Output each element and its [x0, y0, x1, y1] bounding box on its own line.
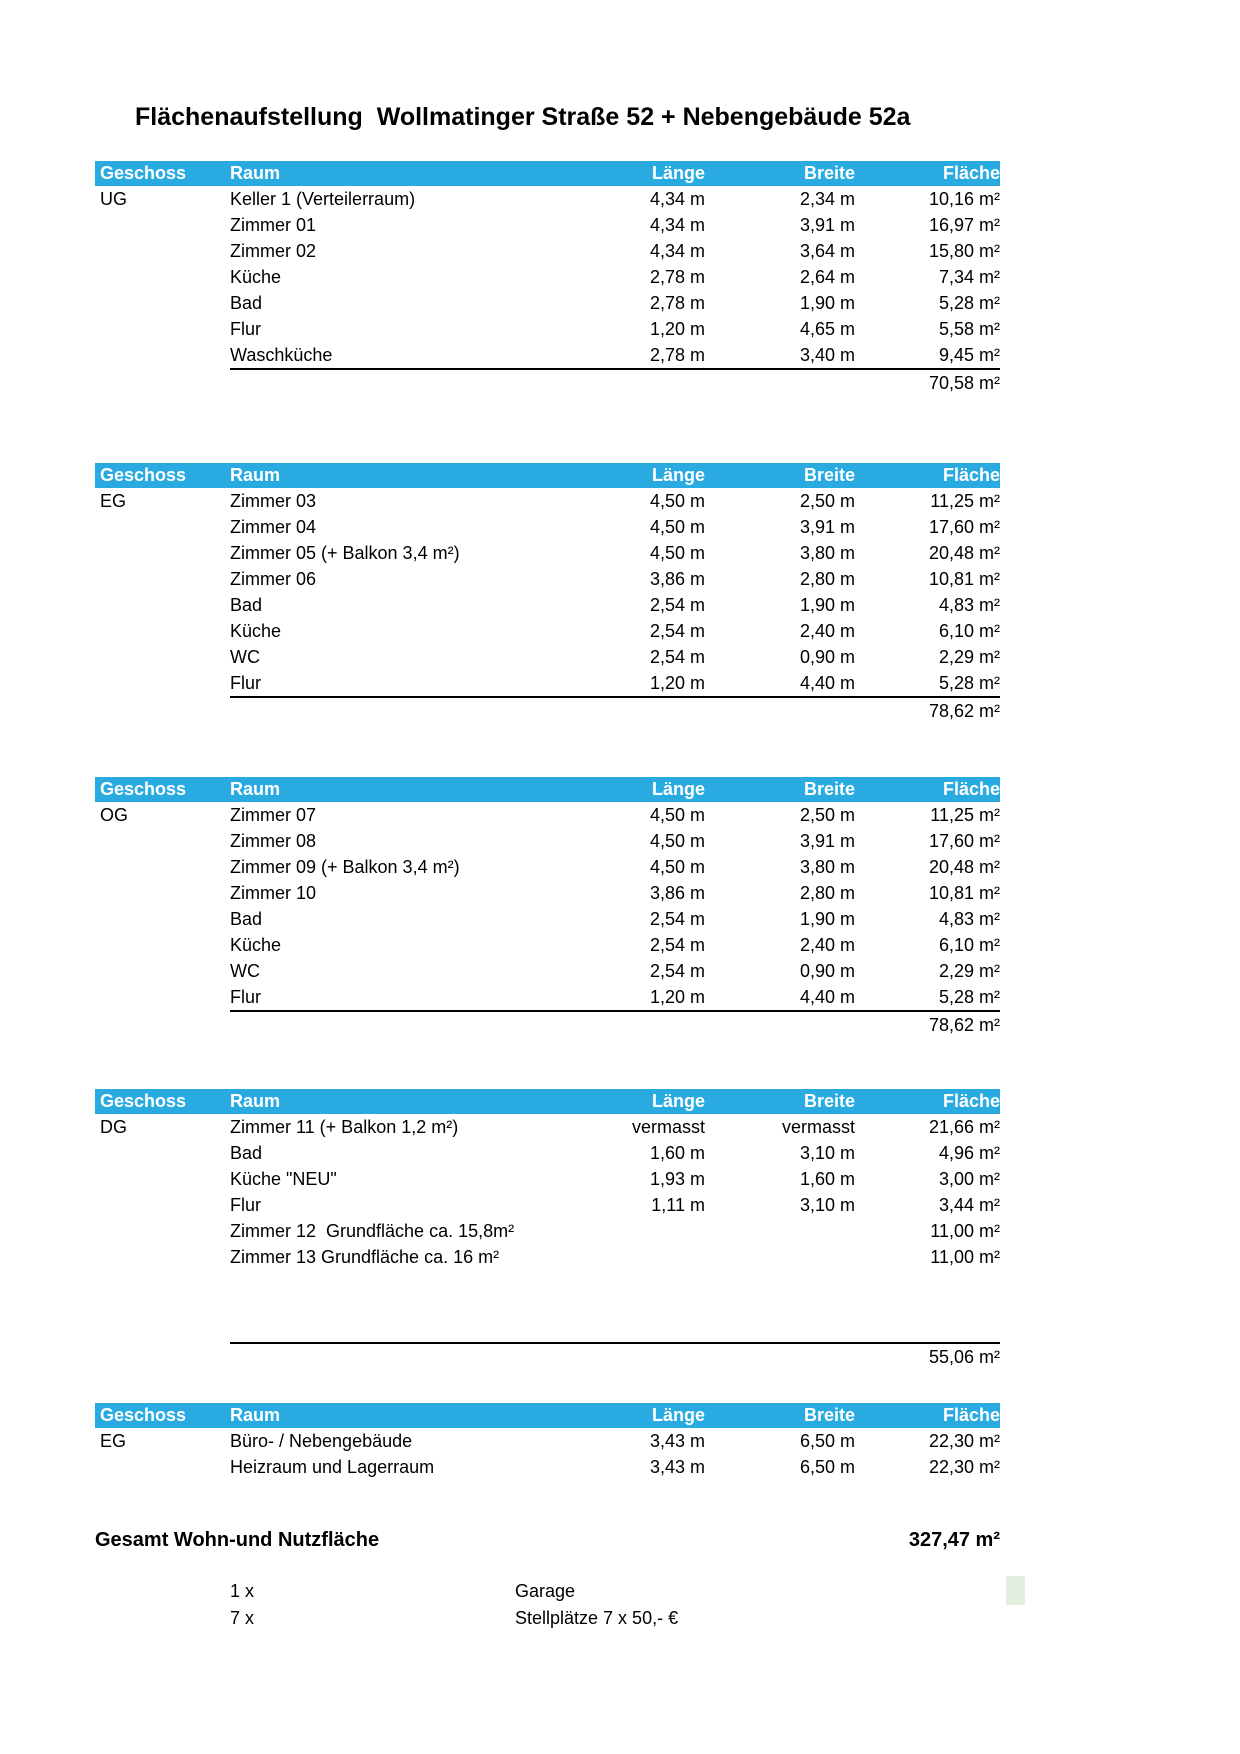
- cell-raum: Zimmer 13 Grundfläche ca. 16 m²: [230, 1246, 500, 1267]
- table-row: [95, 854, 1000, 880]
- table-row: [95, 802, 1000, 828]
- section-total-value: 78,62 m²: [928, 700, 1000, 721]
- floor-tables: [95, 161, 1000, 1480]
- column-header-flaeche: Fläche: [942, 465, 1000, 485]
- column-header-raum: Raum: [230, 465, 281, 485]
- cell-flaeche: 17,60 m²: [928, 516, 1000, 537]
- cell-raum: Zimmer 11 (+ Balkon 1,2 m²): [230, 1116, 459, 1137]
- cell-geschoss: OG: [100, 804, 129, 825]
- extra-count: 7 x: [230, 1608, 255, 1628]
- column-header-raum: Raum: [230, 1405, 281, 1425]
- cell-laenge: 2,78 m: [649, 266, 705, 287]
- table-row: [95, 828, 1000, 854]
- table-row: [95, 670, 1000, 696]
- cell-laenge: 1,20 m: [649, 672, 705, 693]
- grand-total-row: [95, 1528, 1000, 1552]
- cell-flaeche: 2,29 m²: [938, 646, 1000, 667]
- table-body: [95, 488, 1000, 696]
- section-total-value: 55,06 m²: [928, 1346, 1000, 1367]
- cell-laenge: 2,78 m: [649, 292, 705, 313]
- cell-flaeche: 10,81 m²: [928, 568, 1000, 589]
- floor-section: [95, 463, 1000, 724]
- cell-flaeche: 7,34 m²: [938, 266, 1000, 287]
- table-row: [95, 592, 1000, 618]
- cell-laenge: 4,50 m: [649, 830, 705, 851]
- cell-raum: Zimmer 03: [230, 490, 317, 511]
- column-header-breite: Breite: [803, 163, 855, 183]
- cell-breite: 6,50 m: [799, 1456, 855, 1477]
- cell-flaeche: 4,83 m²: [938, 908, 1000, 929]
- cell-raum: Zimmer 05 (+ Balkon 3,4 m²): [230, 542, 460, 563]
- cell-flaeche: 10,81 m²: [928, 882, 1000, 903]
- column-header-geschoss: Geschoss: [100, 1091, 187, 1111]
- section-total-value: 78,62 m²: [928, 1014, 1000, 1035]
- cell-raum: Zimmer 04: [230, 516, 317, 537]
- cell-flaeche: 22,30 m²: [928, 1456, 1000, 1477]
- column-header-laenge: Länge: [651, 1091, 705, 1111]
- cell-flaeche: 20,48 m²: [928, 856, 1000, 877]
- column-header-raum: Raum: [230, 1091, 281, 1111]
- cell-laenge: 2,54 m: [649, 594, 705, 615]
- cell-breite: 3,40 m: [799, 344, 855, 365]
- cell-breite: 3,80 m: [799, 542, 855, 563]
- cell-laenge: 4,34 m: [649, 240, 705, 261]
- cell-geschoss: DG: [100, 1116, 127, 1137]
- cell-breite: 2,64 m: [799, 266, 855, 287]
- column-header-geschoss: Geschoss: [100, 1405, 187, 1425]
- cell-laenge: 4,50 m: [649, 856, 705, 877]
- column-header-raum: Raum: [230, 163, 281, 183]
- cell-laenge: 1,93 m: [649, 1168, 705, 1189]
- extra-row-garage: [95, 1578, 1000, 1605]
- column-header-laenge: Länge: [651, 163, 705, 183]
- highlight-cell: [1006, 1576, 1025, 1605]
- cell-laenge: 2,54 m: [649, 620, 705, 641]
- cell-raum: Zimmer 10: [230, 882, 317, 903]
- column-header-geschoss: Geschoss: [100, 465, 187, 485]
- cell-flaeche: 21,66 m²: [928, 1116, 1000, 1137]
- table-row: [95, 342, 1000, 368]
- cell-breite: 4,40 m: [799, 986, 855, 1007]
- table-row: [95, 1166, 1000, 1192]
- extras-list: [95, 1578, 1000, 1632]
- cell-flaeche: 3,00 m²: [938, 1168, 1000, 1189]
- cell-raum: Flur: [230, 1194, 261, 1215]
- section-total-row: [95, 370, 1000, 396]
- column-header-breite: Breite: [803, 1091, 855, 1111]
- table-row: [95, 264, 1000, 290]
- cell-laenge: 2,54 m: [649, 934, 705, 955]
- floor-section: [95, 1403, 1000, 1480]
- table-row: [95, 1192, 1000, 1218]
- cell-breite: 2,80 m: [799, 568, 855, 589]
- cell-breite: 3,10 m: [799, 1142, 855, 1163]
- floor-section: [95, 1089, 1000, 1370]
- table-header-row: [95, 777, 1000, 802]
- column-header-flaeche: Fläche: [942, 1405, 1000, 1425]
- table-row: [95, 932, 1000, 958]
- table-header-row: [95, 1403, 1000, 1428]
- cell-flaeche: 20,48 m²: [928, 542, 1000, 563]
- cell-laenge: 4,34 m: [649, 188, 705, 209]
- cell-laenge: 1,20 m: [649, 318, 705, 339]
- table-body: [95, 1428, 1000, 1480]
- table-row: [95, 1244, 1000, 1270]
- cell-raum: Zimmer 09 (+ Balkon 3,4 m²): [230, 856, 460, 877]
- document-content: [95, 0, 1000, 1632]
- cell-laenge: 4,50 m: [649, 516, 705, 537]
- table-row: [95, 290, 1000, 316]
- cell-raum: Flur: [230, 986, 261, 1007]
- cell-breite: 2,40 m: [799, 934, 855, 955]
- cell-flaeche: 2,29 m²: [938, 960, 1000, 981]
- cell-flaeche: 15,80 m²: [928, 240, 1000, 261]
- column-header-flaeche: Fläche: [942, 1091, 1000, 1111]
- cell-laenge: 2,78 m: [649, 344, 705, 365]
- section-total-row: [95, 698, 1000, 724]
- table-row: [95, 540, 1000, 566]
- cell-breite: 1,90 m: [799, 292, 855, 313]
- cell-raum: Küche: [230, 934, 282, 955]
- cell-laenge: 1,20 m: [649, 986, 705, 1007]
- table-row: [95, 1140, 1000, 1166]
- cell-breite: 0,90 m: [799, 646, 855, 667]
- cell-raum: Heizraum und Lagerraum: [230, 1456, 435, 1477]
- column-header-raum: Raum: [230, 779, 281, 799]
- cell-raum: WC: [230, 960, 260, 981]
- cell-raum: Küche "NEU": [230, 1168, 337, 1189]
- section-total-value: 70,58 m²: [928, 372, 1000, 393]
- floor-section: [95, 161, 1000, 396]
- cell-breite: 2,80 m: [799, 882, 855, 903]
- cell-breite: 1,90 m: [799, 908, 855, 929]
- cell-breite: 1,90 m: [799, 594, 855, 615]
- cell-flaeche: 3,44 m²: [938, 1194, 1000, 1215]
- cell-raum: Bad: [230, 1142, 263, 1163]
- table-row: [95, 958, 1000, 984]
- extra-row-stellplaetze: [95, 1605, 1000, 1632]
- table-body: [95, 1114, 1000, 1270]
- grand-total-label: Gesamt Wohn-und Nutzfläche: [95, 1528, 380, 1551]
- cell-raum: WC: [230, 646, 260, 667]
- column-header-breite: Breite: [803, 779, 855, 799]
- table-row: [95, 1454, 1000, 1480]
- cell-laenge: 2,54 m: [649, 960, 705, 981]
- cell-laenge: 3,43 m: [649, 1430, 705, 1451]
- column-header-laenge: Länge: [651, 1405, 705, 1425]
- cell-laenge: 1,11 m: [651, 1194, 705, 1215]
- cell-raum: Zimmer 06: [230, 568, 317, 589]
- cell-flaeche: 22,30 m²: [928, 1430, 1000, 1451]
- cell-raum: Keller 1 (Verteilerraum): [230, 188, 416, 209]
- table-header-row: [95, 161, 1000, 186]
- table-row: [95, 880, 1000, 906]
- cell-flaeche: 16,97 m²: [928, 214, 1000, 235]
- column-header-flaeche: Fläche: [942, 163, 1000, 183]
- cell-laenge: 3,43 m: [649, 1456, 705, 1477]
- cell-flaeche: 5,58 m²: [938, 318, 1000, 339]
- cell-breite: 0,90 m: [799, 960, 855, 981]
- extra-item: Stellplätze 7 x 50,- €: [515, 1608, 679, 1628]
- cell-raum: Zimmer 01: [230, 214, 317, 235]
- cell-breite: 3,91 m: [799, 830, 855, 851]
- cell-breite: 3,91 m: [799, 516, 855, 537]
- table-header-row: [95, 463, 1000, 488]
- cell-breite: 2,50 m: [799, 490, 855, 511]
- cell-breite: 4,40 m: [799, 672, 855, 693]
- column-header-laenge: Länge: [651, 779, 705, 799]
- table-row: [95, 1428, 1000, 1454]
- table-row: [95, 514, 1000, 540]
- column-header-breite: Breite: [803, 465, 855, 485]
- cell-breite: 3,10 m: [799, 1194, 855, 1215]
- cell-raum: Waschküche: [230, 344, 333, 365]
- cell-flaeche: 11,25 m²: [930, 804, 1000, 825]
- table-row: [95, 644, 1000, 670]
- cell-flaeche: 11,25 m²: [930, 490, 1000, 511]
- cell-flaeche: 5,28 m²: [938, 292, 1000, 313]
- page-title: Flächenaufstellung Wollmatinger Straße 52 + Nebengebäude 52a: [135, 103, 911, 131]
- table-header-row: [95, 1089, 1000, 1114]
- cell-laenge: vermasst: [631, 1116, 705, 1137]
- table-row: [95, 488, 1000, 514]
- cell-laenge: 4,34 m: [649, 214, 705, 235]
- table-row: [95, 566, 1000, 592]
- table-row: [95, 1114, 1000, 1140]
- column-header-geschoss: Geschoss: [100, 163, 187, 183]
- cell-laenge: 4,50 m: [649, 490, 705, 511]
- column-header-geschoss: Geschoss: [100, 779, 187, 799]
- cell-laenge: 4,50 m: [649, 804, 705, 825]
- cell-breite: 4,65 m: [799, 318, 855, 339]
- floor-section: [95, 777, 1000, 1038]
- cell-laenge: 3,86 m: [649, 568, 705, 589]
- cell-raum: Flur: [230, 318, 261, 339]
- cell-raum: Zimmer 07: [230, 804, 317, 825]
- table-row: [95, 316, 1000, 342]
- cell-raum: Küche: [230, 620, 282, 641]
- cell-laenge: 1,60 m: [649, 1142, 705, 1163]
- cell-breite: vermasst: [781, 1116, 855, 1137]
- cell-flaeche: 9,45 m²: [938, 344, 1000, 365]
- cell-laenge: 4,50 m: [649, 542, 705, 563]
- cell-breite: 6,50 m: [799, 1430, 855, 1451]
- cell-geschoss: UG: [100, 188, 127, 209]
- cell-raum: Zimmer 02: [230, 240, 317, 261]
- cell-breite: 1,60 m: [799, 1168, 855, 1189]
- table-row: [95, 1218, 1000, 1244]
- cell-flaeche: 17,60 m²: [928, 830, 1000, 851]
- table-row: [95, 212, 1000, 238]
- table-row: [95, 238, 1000, 264]
- cell-breite: 3,64 m: [799, 240, 855, 261]
- cell-flaeche: 11,00 m²: [930, 1220, 1000, 1241]
- cell-raum: Bad: [230, 908, 263, 929]
- table-row: [95, 186, 1000, 212]
- cell-raum: Zimmer 12 Grundfläche ca. 15,8m²: [230, 1220, 515, 1241]
- cell-laenge: 2,54 m: [649, 646, 705, 667]
- table-row: [95, 906, 1000, 932]
- cell-laenge: 2,54 m: [649, 908, 705, 929]
- cell-flaeche: 6,10 m²: [938, 934, 1000, 955]
- blank-space: [95, 1270, 1000, 1342]
- cell-flaeche: 10,16 m²: [928, 188, 1000, 209]
- cell-flaeche: 4,96 m²: [938, 1142, 1000, 1163]
- table-body: [95, 186, 1000, 368]
- column-header-laenge: Länge: [651, 465, 705, 485]
- cell-breite: 2,34 m: [799, 188, 855, 209]
- cell-flaeche: 5,28 m²: [938, 672, 1000, 693]
- cell-laenge: 3,86 m: [649, 882, 705, 903]
- cell-breite: 3,80 m: [799, 856, 855, 877]
- extra-item: Garage: [515, 1581, 576, 1601]
- cell-flaeche: 5,28 m²: [938, 986, 1000, 1007]
- section-total-row: [95, 1344, 1000, 1370]
- table-row: [95, 984, 1000, 1010]
- column-header-breite: Breite: [803, 1405, 855, 1425]
- cell-raum: Bad: [230, 292, 263, 313]
- column-header-flaeche: Fläche: [942, 779, 1000, 799]
- cell-geschoss: EG: [100, 1430, 127, 1451]
- table-body: [95, 802, 1000, 1010]
- cell-flaeche: 6,10 m²: [938, 620, 1000, 641]
- cell-raum: Zimmer 08: [230, 830, 317, 851]
- cell-breite: 2,50 m: [799, 804, 855, 825]
- cell-breite: 2,40 m: [799, 620, 855, 641]
- cell-flaeche: 11,00 m²: [930, 1246, 1000, 1267]
- cell-raum: Flur: [230, 672, 261, 693]
- section-total-row: [95, 1012, 1000, 1038]
- cell-flaeche: 4,83 m²: [938, 594, 1000, 615]
- table-row: [95, 618, 1000, 644]
- cell-raum: Büro- / Nebengebäude: [230, 1430, 413, 1451]
- extra-count: 1 x: [230, 1581, 255, 1601]
- grand-total-value: 327,47 m²: [908, 1528, 1000, 1551]
- cell-breite: 3,91 m: [799, 214, 855, 235]
- cell-raum: Küche: [230, 266, 282, 287]
- cell-geschoss: EG: [100, 490, 127, 511]
- cell-raum: Bad: [230, 594, 263, 615]
